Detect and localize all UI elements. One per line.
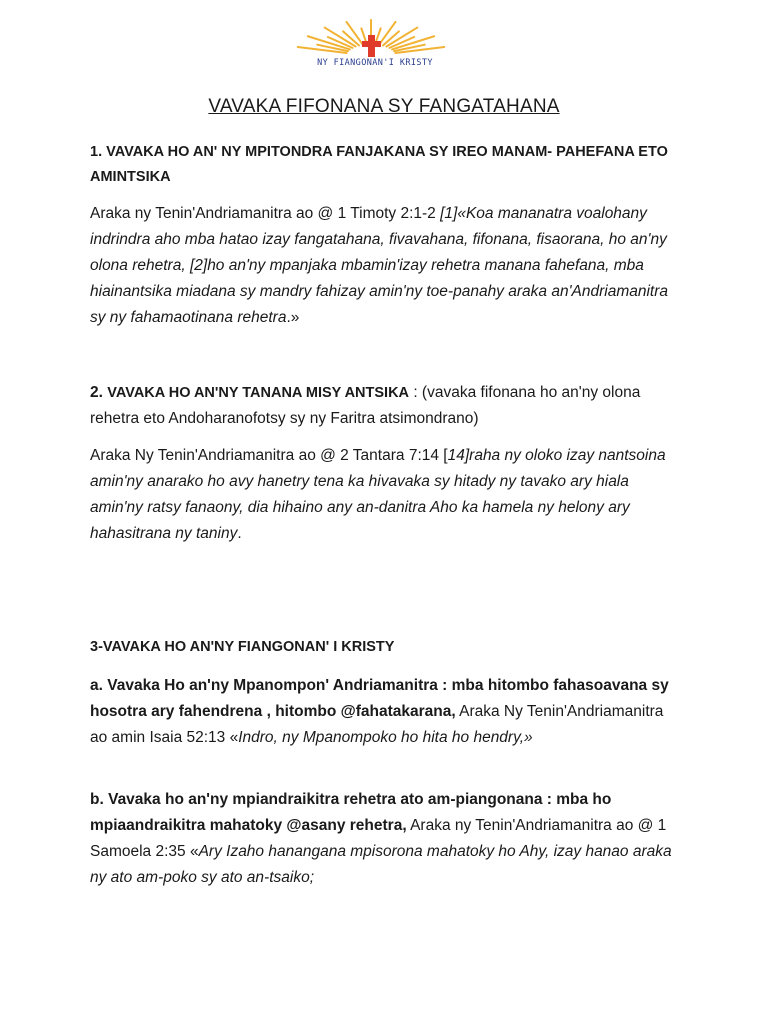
section-2-quote: 14]raha ny oloko izay nantsoina amin'ny anarako ho avy hanetry tena ka hivavaka sy hitady ny tavako ary hiala amin'ny ratsy fanaony, dia hihaino any an-danitra Aho ka hamela ny helony ary hahasitrana ny taniny bbox=[90, 447, 666, 542]
church-logo bbox=[290, 18, 460, 76]
section-1-quote-end: .» bbox=[286, 309, 300, 326]
section-3a-intro: Araka Ny Tenin'Andriamanitra ao amin Isaia 52:13 « bbox=[90, 703, 664, 746]
section-1-quote: [1]«Koa mananatra voalohany indrindra aho mba hatao izay fangatahana, fivavahana, fifonana, fisaorana, ho an'ny olona rehetra, [2]ho an'ny mpanjaka mbamin'izay rehetra manana fahefana, mba hiainantsika miadana sy mandry fahizay amin'ny toe-panahy araka an'Andriamanitra sy ny fahamaotinana rehetra bbox=[90, 205, 669, 326]
section-1-intro: Araka ny Tenin'Andriamanitra ao @ 1 Timoty 2:1-2 bbox=[90, 205, 441, 222]
section-3b-bold: b. Vavaka ho an'ny mpiandraikitra rehetra ato am-piangonana : mba ho mpiaandraikitra mahatoky @asany rehetra, bbox=[90, 791, 612, 834]
section-3a-paragraph bbox=[90, 673, 680, 751]
section-2-intro: Araka Ny Tenin'Andriamanitra ao @ 2 Tantara 7:14 [ bbox=[90, 447, 448, 464]
section-2-note: : (vavaka fifonana ho an'ny olona rehetra eto Andoharanofotsy sy ny Faritra atsimondrano) bbox=[90, 384, 641, 427]
sunrise-cross-icon bbox=[290, 18, 460, 58]
section-1-paragraph bbox=[90, 201, 680, 331]
section-2-heading-paragraph bbox=[90, 380, 680, 432]
section-2-heading: VAVAKA HO AN'NY TANANA MISY ANTSIKA bbox=[107, 385, 410, 401]
section-2-number: 2. bbox=[90, 384, 108, 401]
page-title: VAVAKA FIFONANA SY FANGATAHANA bbox=[208, 96, 560, 117]
logo-text: NY FIANGONAN'I KRISTY bbox=[317, 58, 433, 68]
section-2-quote-end: . bbox=[237, 525, 242, 542]
section-3b-intro: Araka ny Tenin'Andriamanitra ao @ 1 Samoela 2:35 « bbox=[90, 817, 667, 860]
section-3b-paragraph bbox=[90, 787, 680, 891]
section-3b-quote: Ary Izaho hanangana mpisorona mahatoky ho Ahy, izay hanao araka ny ato am-poko sy ato an-tsaiko; bbox=[90, 843, 672, 886]
section-3a-bold: a. Vavaka Ho an'ny Mpanompon' Andriamanitra : mba hitombo fahasoavana sy hosotra ary fahendrena , hitombo @fahatakarana, bbox=[90, 677, 669, 720]
section-1-heading: 1. VAVAKA HO AN' NY MPITONDRA FANJAKANA SY IREO MANAM- PAHEFANA ETO AMINTSIKA bbox=[90, 144, 668, 185]
section-3-heading: 3-VAVAKA HO AN'NY FIANGONAN' I KRISTY bbox=[90, 639, 395, 655]
section-2-paragraph bbox=[90, 443, 680, 547]
section-3a-quote: Indro, ny Mpanompoko ho hita ho hendry,» bbox=[238, 729, 533, 746]
